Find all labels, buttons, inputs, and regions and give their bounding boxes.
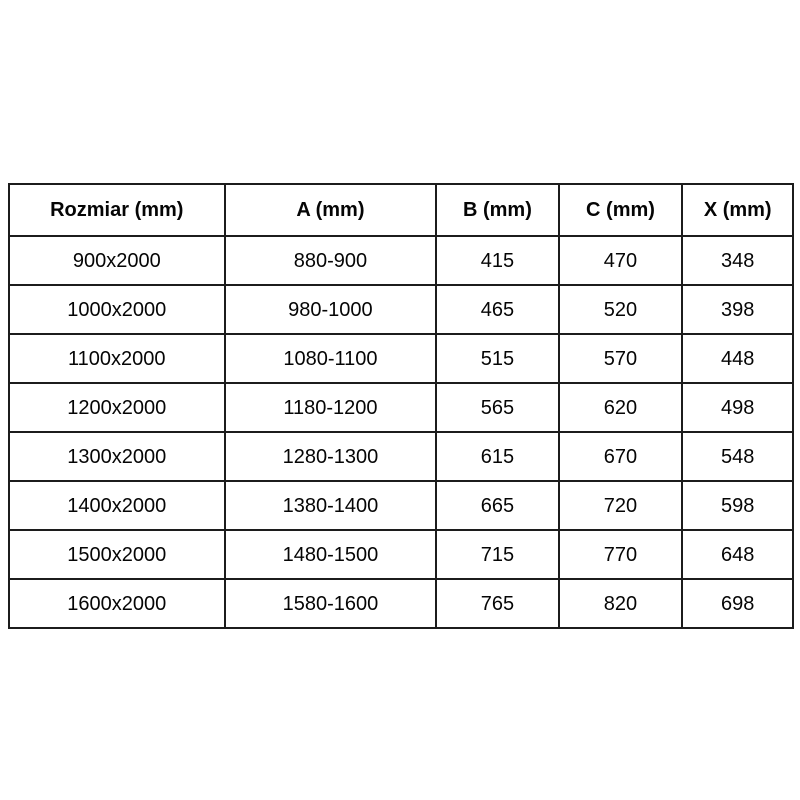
- table-cell: 900x2000: [9, 236, 225, 285]
- table-cell: 698: [682, 579, 793, 628]
- table-cell: 980-1000: [225, 285, 437, 334]
- table-cell: 598: [682, 481, 793, 530]
- table-cell: 470: [559, 236, 683, 285]
- column-header: X (mm): [682, 184, 793, 236]
- table-header-row: [9, 184, 793, 236]
- table-cell: 398: [682, 285, 793, 334]
- table-row: [9, 236, 793, 285]
- table-cell: 715: [436, 530, 558, 579]
- table-row: [9, 383, 793, 432]
- column-header: C (mm): [559, 184, 683, 236]
- table-cell: 548: [682, 432, 793, 481]
- table-cell: 1000x2000: [9, 285, 225, 334]
- table-cell: 415: [436, 236, 558, 285]
- column-header: A (mm): [225, 184, 437, 236]
- table-cell: 565: [436, 383, 558, 432]
- table-cell: 665: [436, 481, 558, 530]
- table-cell: 1300x2000: [9, 432, 225, 481]
- table-cell: 648: [682, 530, 793, 579]
- table-cell: 448: [682, 334, 793, 383]
- table-cell: 515: [436, 334, 558, 383]
- table-row: [9, 285, 793, 334]
- table-cell: 1080-1100: [225, 334, 437, 383]
- table-cell: 720: [559, 481, 683, 530]
- column-header: Rozmiar (mm): [9, 184, 225, 236]
- column-header: B (mm): [436, 184, 558, 236]
- table-row: [9, 530, 793, 579]
- table-row: [9, 481, 793, 530]
- table-cell: 1200x2000: [9, 383, 225, 432]
- table-cell: 1580-1600: [225, 579, 437, 628]
- table-cell: 348: [682, 236, 793, 285]
- size-spec-table: [8, 183, 794, 629]
- table-cell: 1280-1300: [225, 432, 437, 481]
- table-cell: 570: [559, 334, 683, 383]
- table-cell: 1600x2000: [9, 579, 225, 628]
- table-row: [9, 334, 793, 383]
- table-body: [9, 236, 793, 628]
- table-cell: 670: [559, 432, 683, 481]
- table-cell: 1480-1500: [225, 530, 437, 579]
- table-cell: 1400x2000: [9, 481, 225, 530]
- table-cell: 820: [559, 579, 683, 628]
- table-cell: 770: [559, 530, 683, 579]
- table-cell: 1380-1400: [225, 481, 437, 530]
- table-cell: 465: [436, 285, 558, 334]
- table-row: [9, 579, 793, 628]
- table-cell: 498: [682, 383, 793, 432]
- table-row: [9, 432, 793, 481]
- table-cell: 880-900: [225, 236, 437, 285]
- table-cell: 520: [559, 285, 683, 334]
- table-cell: 765: [436, 579, 558, 628]
- table-cell: 1100x2000: [9, 334, 225, 383]
- table-cell: 615: [436, 432, 558, 481]
- table-cell: 1180-1200: [225, 383, 437, 432]
- table-cell: 620: [559, 383, 683, 432]
- table-cell: 1500x2000: [9, 530, 225, 579]
